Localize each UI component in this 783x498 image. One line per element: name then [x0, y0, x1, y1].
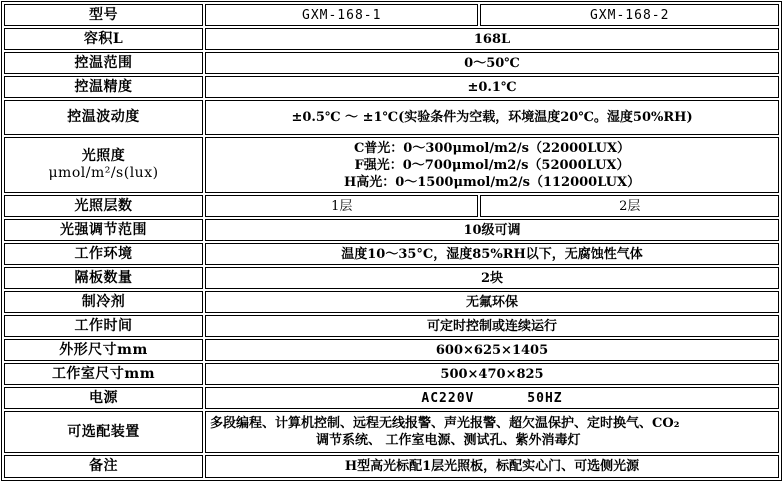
options-value	[205, 411, 779, 453]
working-time-label: 工作时间	[4, 315, 203, 337]
temp-range-value: 0～50℃	[205, 52, 779, 74]
row-refrigerant	[4, 291, 779, 313]
row-shelves	[4, 267, 779, 289]
temp-precision-label: 控温精度	[4, 76, 203, 98]
notes-label: 备注	[4, 455, 203, 478]
shelves-value: 2块	[205, 267, 779, 289]
model-value-2: GXM-168-2	[480, 4, 779, 26]
power-value: AC220V 50HZ	[205, 387, 779, 409]
light-adjust-value: 10级可调	[205, 219, 779, 241]
row-options	[4, 411, 779, 453]
temp-fluctuation-value: ±0.5℃ ～ ±1℃(实验条件为空载，环境温度20℃。湿度50%RH)	[205, 100, 779, 135]
shelves-label: 隔板数量	[4, 267, 203, 289]
row-power	[4, 387, 779, 409]
illuminance-label-line2: μmol/m²/s(lux)	[48, 165, 159, 181]
model-value-1: GXM-168-1	[205, 4, 478, 26]
row-light-adjust	[4, 219, 779, 241]
temp-range-label: 控温范围	[4, 52, 203, 74]
power-label: 电源	[4, 387, 203, 409]
working-time-value: 可定时控制或连续运行	[205, 315, 779, 337]
light-adjust-label: 光强调节范围	[4, 219, 203, 241]
refrigerant-label: 制冷剂	[4, 291, 203, 313]
spec-table	[1, 1, 782, 481]
outer-size-value: 600×625×1405	[205, 339, 779, 361]
model-label: 型号	[4, 4, 203, 26]
illuminance-value	[205, 137, 779, 193]
row-notes	[4, 455, 779, 478]
illuminance-line-f: F强光：0～700μmol/m2/s（52000LUX）	[354, 157, 630, 173]
volume-label: 容积L	[4, 28, 203, 50]
row-outer-size	[4, 339, 779, 361]
row-chamber-size	[4, 363, 779, 385]
temp-fluctuation-label: 控温波动度	[4, 100, 203, 135]
light-layers-value-2: 2层	[480, 195, 779, 217]
environment-label: 工作环境	[4, 243, 203, 265]
row-temp-range	[4, 52, 779, 74]
row-temp-precision	[4, 76, 779, 98]
light-layers-label: 光照层数	[4, 195, 203, 217]
refrigerant-value: 无氟环保	[205, 291, 779, 313]
illuminance-label	[4, 137, 203, 193]
environment-value: 温度10～35°C，湿度85%RH以下，无腐蚀性气体	[205, 243, 779, 265]
chamber-size-label: 工作室尺寸mm	[4, 363, 203, 385]
temp-precision-value: ±0.1℃	[205, 76, 779, 98]
row-light-layers	[4, 195, 779, 217]
row-volume	[4, 28, 779, 50]
chamber-size-value: 500×470×825	[205, 363, 779, 385]
light-layers-value-1: 1层	[205, 195, 478, 217]
outer-size-label: 外形尺寸mm	[4, 339, 203, 361]
row-environment	[4, 243, 779, 265]
volume-value: 168L	[205, 28, 779, 50]
options-label: 可选配装置	[4, 411, 203, 453]
row-working-time	[4, 315, 779, 337]
illuminance-line-c: C普光：0～300μmol/m2/s（22000LUX）	[353, 140, 631, 156]
illuminance-line-h: H高光：0～1500μmol/m2/s（112000LUX）	[343, 174, 641, 190]
row-model	[4, 4, 779, 26]
row-illuminance	[4, 137, 779, 193]
options-line1: 多段编程、计算机控制、远程无线报警、声光报警、超欠温保护、定时换气、CO₂	[210, 416, 680, 431]
row-temp-fluctuation	[4, 100, 779, 135]
illuminance-label-line1: 光照度	[81, 148, 126, 164]
notes-value: H型高光标配1层光照板，标配实心门、可选侧光源	[205, 455, 779, 478]
options-line2: 调节系统、 工作室电源、测试孔、紫外消毒灯	[316, 433, 581, 448]
